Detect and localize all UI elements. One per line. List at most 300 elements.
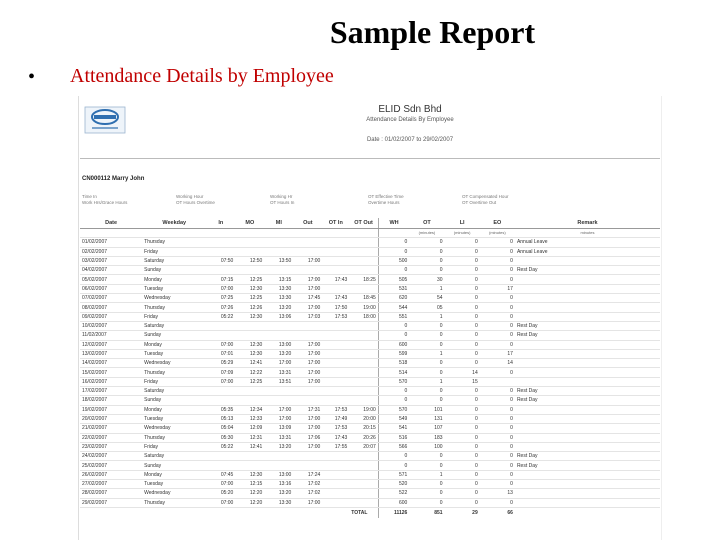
table-row xyxy=(80,396,660,405)
table-cell: 01/02/2007 xyxy=(80,238,142,247)
table-cell xyxy=(206,396,235,405)
table-row xyxy=(80,470,660,479)
table-cell: 24/02/2007 xyxy=(80,452,142,461)
table-cell: Rest Day xyxy=(515,387,660,396)
column-header: OT Out xyxy=(349,218,378,229)
column-header: EO xyxy=(480,218,515,229)
table-cell: 13:00 xyxy=(264,340,293,349)
table-cell: 0 xyxy=(409,331,444,340)
table-cell xyxy=(206,247,235,256)
table-cell: 19/02/2007 xyxy=(80,405,142,414)
table-row xyxy=(80,256,660,265)
table-row xyxy=(80,247,660,256)
table-cell xyxy=(322,489,349,498)
table-cell: 0 xyxy=(378,238,409,247)
table-cell: 13:16 xyxy=(264,480,293,489)
table-cell: 0 xyxy=(409,489,444,498)
table-cell: 0 xyxy=(445,294,480,303)
table-cell xyxy=(349,498,378,507)
table-cell: 14 xyxy=(480,359,515,368)
table-cell: 20:26 xyxy=(349,433,378,442)
table-cell: 07:00 xyxy=(206,377,235,386)
table-cell: Friday xyxy=(142,247,206,256)
table-cell: 13:15 xyxy=(264,275,293,284)
table-cell: Tuesday xyxy=(142,284,206,293)
table-cell: 620 xyxy=(378,294,409,303)
table-row xyxy=(80,498,660,507)
table-cell: 12:25 xyxy=(235,377,264,386)
table-cell: Thursday xyxy=(142,238,206,247)
table-cell: 0 xyxy=(445,452,480,461)
table-cell xyxy=(349,387,378,396)
table-cell: 0 xyxy=(480,405,515,414)
table-cell: 0 xyxy=(445,461,480,470)
table-cell xyxy=(322,266,349,275)
table-cell xyxy=(515,433,660,442)
table-cell: 07:01 xyxy=(206,349,235,358)
table-cell: 500 xyxy=(378,256,409,265)
table-cell xyxy=(206,461,235,470)
table-cell: 07:00 xyxy=(206,480,235,489)
table-cell xyxy=(349,340,378,349)
info-column-1: Time In Work Hrs/Grace Hours xyxy=(82,194,128,205)
table-cell: 551 xyxy=(378,312,409,321)
table-cell: 25/02/2007 xyxy=(80,461,142,470)
table-cell: 0 xyxy=(445,312,480,321)
table-cell: Tuesday xyxy=(142,414,206,423)
table-cell: 17:24 xyxy=(293,470,322,479)
table-cell: 1 xyxy=(409,377,444,386)
table-cell: Sunday xyxy=(142,331,206,340)
table-cell xyxy=(293,461,322,470)
table-cell: 0 xyxy=(445,396,480,405)
table-cell: 16/02/2007 xyxy=(80,377,142,386)
table-row xyxy=(80,284,660,293)
table-cell xyxy=(515,368,660,377)
table-row xyxy=(80,331,660,340)
table-row xyxy=(80,480,660,489)
table-cell xyxy=(322,321,349,330)
column-header: Remark xyxy=(515,218,660,229)
unit-label xyxy=(80,229,142,238)
units-row xyxy=(80,229,660,238)
table-cell xyxy=(349,470,378,479)
table-cell xyxy=(515,489,660,498)
table-cell: 12:50 xyxy=(235,256,264,265)
table-cell: 17:45 xyxy=(293,294,322,303)
table-cell: 17:50 xyxy=(322,303,349,312)
table-cell: 17:00 xyxy=(293,377,322,386)
table-cell: 570 xyxy=(378,377,409,386)
table-cell: 12:26 xyxy=(235,303,264,312)
table-cell: 18/02/2007 xyxy=(80,396,142,405)
table-cell: 12:34 xyxy=(235,405,264,414)
table-cell: 13:09 xyxy=(264,424,293,433)
table-cell: 101 xyxy=(409,405,444,414)
table-cell: Rest Day xyxy=(515,452,660,461)
table-cell: 13:20 xyxy=(264,349,293,358)
table-cell: 17:31 xyxy=(293,405,322,414)
table-cell: 12:41 xyxy=(235,442,264,451)
table-cell: 0 xyxy=(445,321,480,330)
table-cell: 12:20 xyxy=(235,498,264,507)
table-cell: 0 xyxy=(378,396,409,405)
info-column-5: OT Compensated Hour OT Overtime Out xyxy=(462,194,509,205)
table-cell: 0 xyxy=(445,489,480,498)
table-row xyxy=(80,303,660,312)
table-cell: 541 xyxy=(378,424,409,433)
column-header: In xyxy=(206,218,235,229)
table-cell xyxy=(515,424,660,433)
table-cell: 0 xyxy=(378,461,409,470)
table-cell: 20:00 xyxy=(349,414,378,423)
table-cell: Wednesday xyxy=(142,359,206,368)
table-cell: 05:35 xyxy=(206,405,235,414)
column-header: OT xyxy=(409,218,444,229)
table-cell: 0 xyxy=(480,321,515,330)
table-cell: 0 xyxy=(409,340,444,349)
info-column-2: Working Hour OT Hours Overtime xyxy=(176,194,215,205)
date-range: Date : 01/02/2007 to 29/02/2007 xyxy=(366,137,454,143)
table-cell: Friday xyxy=(142,442,206,451)
unit-label xyxy=(142,229,206,238)
table-cell xyxy=(235,396,264,405)
table-cell: 17:00 xyxy=(293,359,322,368)
table-cell: 0 xyxy=(445,414,480,423)
table-cell: 0 xyxy=(378,452,409,461)
table-cell: 549 xyxy=(378,414,409,423)
table-cell: 17:00 xyxy=(293,414,322,423)
table-cell: 12/02/2007 xyxy=(80,340,142,349)
table-cell: 12:25 xyxy=(235,275,264,284)
table-cell: Friday xyxy=(142,377,206,386)
bullet-text: Attendance Details by Employee xyxy=(70,65,334,87)
table-cell: Wednesday xyxy=(142,294,206,303)
table-cell: 520 xyxy=(378,480,409,489)
table-cell: 0 xyxy=(480,498,515,507)
table-cell: Thursday xyxy=(142,368,206,377)
table-row xyxy=(80,312,660,321)
table-cell xyxy=(206,321,235,330)
table-row xyxy=(80,349,660,358)
table-cell xyxy=(515,312,660,321)
table-cell xyxy=(235,266,264,275)
table-cell: 20:07 xyxy=(349,442,378,451)
table-cell: 0 xyxy=(480,256,515,265)
total-li: 29 xyxy=(445,507,480,518)
table-row xyxy=(80,368,660,377)
table-cell: 17:02 xyxy=(293,480,322,489)
unit-label xyxy=(206,229,235,238)
table-cell xyxy=(264,387,293,396)
bullet-marker: • xyxy=(28,66,36,88)
table-cell: Monday xyxy=(142,340,206,349)
table-cell: Rest Day xyxy=(515,266,660,275)
table-cell: 0 xyxy=(480,275,515,284)
table-cell: 0 xyxy=(445,284,480,293)
table-cell: 17:49 xyxy=(322,414,349,423)
table-cell: 0 xyxy=(409,368,444,377)
table-cell: 17:00 xyxy=(293,303,322,312)
table-cell: 07:09 xyxy=(206,368,235,377)
table-cell: 0 xyxy=(445,480,480,489)
table-cell xyxy=(322,284,349,293)
table-row xyxy=(80,321,660,330)
table-row xyxy=(80,387,660,396)
table-cell: 17 xyxy=(480,284,515,293)
table-cell xyxy=(322,340,349,349)
table-cell xyxy=(322,387,349,396)
table-cell: Thursday xyxy=(142,498,206,507)
table-cell: 18:00 xyxy=(349,312,378,321)
table-cell: 17:00 xyxy=(293,256,322,265)
table-cell xyxy=(515,284,660,293)
table-cell: 0 xyxy=(480,238,515,247)
table-row xyxy=(80,266,660,275)
table-cell xyxy=(349,396,378,405)
table-cell: 0 xyxy=(480,461,515,470)
total-spacer xyxy=(80,507,349,518)
table-cell: 13:31 xyxy=(264,368,293,377)
table-row xyxy=(80,340,660,349)
table-cell xyxy=(322,368,349,377)
table-cell xyxy=(349,461,378,470)
table-cell: 17:43 xyxy=(322,275,349,284)
table-cell: Monday xyxy=(142,470,206,479)
table-cell: 05:04 xyxy=(206,424,235,433)
table-cell: 1 xyxy=(409,284,444,293)
table-cell: Rest Day xyxy=(515,331,660,340)
table-cell: 05 xyxy=(409,303,444,312)
table-cell: 0 xyxy=(409,238,444,247)
unit-label: (minutes) xyxy=(409,229,444,238)
table-cell: 1 xyxy=(409,470,444,479)
table-cell: 13:31 xyxy=(264,433,293,442)
table-cell: 12:41 xyxy=(235,359,264,368)
table-cell: 04/02/2007 xyxy=(80,266,142,275)
table-cell: 12:31 xyxy=(235,433,264,442)
table-cell: 0 xyxy=(480,452,515,461)
table-cell: 12:30 xyxy=(235,340,264,349)
table-cell: 05:29 xyxy=(206,359,235,368)
table-cell xyxy=(322,461,349,470)
table-cell: 17:00 xyxy=(293,368,322,377)
unit-label: (minutes) xyxy=(445,229,480,238)
table-cell: 54 xyxy=(409,294,444,303)
table-cell xyxy=(206,331,235,340)
table-cell: 12:20 xyxy=(235,489,264,498)
table-cell: Sunday xyxy=(142,396,206,405)
table-cell: 1 xyxy=(409,312,444,321)
table-cell: 13/02/2007 xyxy=(80,349,142,358)
table-cell: 17:55 xyxy=(322,442,349,451)
column-header: Weekday xyxy=(142,218,206,229)
table-cell: 12:30 xyxy=(235,470,264,479)
table-cell: 0 xyxy=(445,303,480,312)
table-cell xyxy=(206,387,235,396)
table-cell: 0 xyxy=(445,433,480,442)
table-cell: 15/02/2007 xyxy=(80,368,142,377)
table-cell: Thursday xyxy=(142,303,206,312)
table-cell: Monday xyxy=(142,275,206,284)
table-cell: 15 xyxy=(445,377,480,386)
table-cell: 0 xyxy=(480,247,515,256)
table-cell: 0 xyxy=(480,424,515,433)
table-cell xyxy=(515,303,660,312)
table-cell: 07:15 xyxy=(206,275,235,284)
column-header: OT In xyxy=(322,218,349,229)
table-cell xyxy=(480,377,515,386)
total-row xyxy=(80,507,660,518)
table-cell xyxy=(206,238,235,247)
unit-label: (minutes) xyxy=(480,229,515,238)
table-cell: 13:00 xyxy=(264,470,293,479)
table-cell: 17:00 xyxy=(293,340,322,349)
column-header: WH xyxy=(378,218,409,229)
table-cell: Rest Day xyxy=(515,461,660,470)
table-cell: 0 xyxy=(378,321,409,330)
table-cell: 17:03 xyxy=(293,312,322,321)
total-spacer xyxy=(515,507,660,518)
table-cell xyxy=(515,275,660,284)
table-cell: 599 xyxy=(378,349,409,358)
table-cell: 0 xyxy=(480,368,515,377)
table-cell xyxy=(293,452,322,461)
table-cell: 183 xyxy=(409,433,444,442)
table-cell xyxy=(349,359,378,368)
table-cell: 0 xyxy=(445,405,480,414)
employee-id: CN000112 Marry John xyxy=(82,176,145,182)
table-cell: 518 xyxy=(378,359,409,368)
table-cell: 17 xyxy=(480,349,515,358)
slide-title: Sample Report xyxy=(329,14,536,50)
table-row xyxy=(80,414,660,423)
table-cell xyxy=(322,247,349,256)
unit-label xyxy=(349,229,378,238)
table-cell: 531 xyxy=(378,284,409,293)
table-cell xyxy=(322,470,349,479)
table-cell: Annual Leave xyxy=(515,247,660,256)
table-cell xyxy=(515,340,660,349)
table-cell: 0 xyxy=(378,387,409,396)
header-row xyxy=(80,218,660,229)
table-cell xyxy=(515,442,660,451)
table-row xyxy=(80,424,660,433)
table-cell: 0 xyxy=(409,452,444,461)
table-cell: 0 xyxy=(480,396,515,405)
table-cell: 26/02/2007 xyxy=(80,470,142,479)
table-cell xyxy=(206,266,235,275)
table-cell: 19:00 xyxy=(349,303,378,312)
info-column-3: Working Hr OT Hours In xyxy=(270,194,295,205)
table-cell: 10/02/2007 xyxy=(80,321,142,330)
table-cell xyxy=(293,331,322,340)
total-label: TOTAL xyxy=(349,507,378,518)
table-cell: 12:15 xyxy=(235,480,264,489)
table-cell xyxy=(322,377,349,386)
table-cell: 13:30 xyxy=(264,498,293,507)
table-cell: 13:06 xyxy=(264,312,293,321)
table-cell xyxy=(349,331,378,340)
table-cell: 17:00 xyxy=(264,359,293,368)
table-cell: 0 xyxy=(480,470,515,479)
table-cell: 17:00 xyxy=(293,275,322,284)
table-cell: 0 xyxy=(480,480,515,489)
table-cell: 12:30 xyxy=(235,312,264,321)
table-cell xyxy=(349,368,378,377)
table-cell: 12:33 xyxy=(235,414,264,423)
table-cell: 0 xyxy=(480,433,515,442)
table-cell: 0 xyxy=(445,470,480,479)
table-cell xyxy=(515,480,660,489)
table-cell: 13:30 xyxy=(264,294,293,303)
table-cell: Rest Day xyxy=(515,396,660,405)
table-cell: 12:30 xyxy=(235,349,264,358)
table-cell xyxy=(349,349,378,358)
table-cell: Wednesday xyxy=(142,489,206,498)
table-cell: Saturday xyxy=(142,256,206,265)
table-cell: Monday xyxy=(142,405,206,414)
table-cell: 14/02/2007 xyxy=(80,359,142,368)
unit-label xyxy=(235,229,264,238)
table-cell xyxy=(293,266,322,275)
column-header: MO xyxy=(235,218,264,229)
table-cell xyxy=(515,294,660,303)
table-cell: 05:22 xyxy=(206,312,235,321)
table-cell xyxy=(515,414,660,423)
table-cell: 0 xyxy=(409,359,444,368)
table-cell: 13:20 xyxy=(264,303,293,312)
table-cell: Tuesday xyxy=(142,480,206,489)
table-cell: 0 xyxy=(445,498,480,507)
table-cell: 20:15 xyxy=(349,424,378,433)
total-wh: 11126 xyxy=(378,507,409,518)
table-cell: 600 xyxy=(378,498,409,507)
table-cell: 516 xyxy=(378,433,409,442)
table-cell: 0 xyxy=(409,480,444,489)
table-cell: 17:00 xyxy=(293,498,322,507)
table-cell: 0 xyxy=(480,340,515,349)
total-ot: 851 xyxy=(409,507,444,518)
table-cell xyxy=(264,247,293,256)
table-cell: Tuesday xyxy=(142,349,206,358)
table-cell xyxy=(264,396,293,405)
table-cell xyxy=(293,396,322,405)
table-cell xyxy=(206,452,235,461)
table-cell: 11/02/2007 xyxy=(80,331,142,340)
table-cell xyxy=(322,480,349,489)
table-cell: 17:00 xyxy=(264,414,293,423)
table-cell: Annual Leave xyxy=(515,238,660,247)
table-cell: 17:02 xyxy=(293,489,322,498)
table-cell: 0 xyxy=(480,294,515,303)
table-cell: 17:43 xyxy=(322,294,349,303)
table-cell: 17/02/2007 xyxy=(80,387,142,396)
table-cell xyxy=(293,321,322,330)
table-cell xyxy=(349,321,378,330)
table-cell: 12:09 xyxy=(235,424,264,433)
table-cell: Saturday xyxy=(142,321,206,330)
table-cell: 566 xyxy=(378,442,409,451)
table-cell: 0 xyxy=(445,247,480,256)
table-cell xyxy=(264,452,293,461)
table-cell xyxy=(235,238,264,247)
table-cell: 02/02/2007 xyxy=(80,247,142,256)
table-row xyxy=(80,359,660,368)
unit-label xyxy=(378,229,409,238)
table-cell: 0 xyxy=(409,321,444,330)
table-cell: 18:25 xyxy=(349,275,378,284)
